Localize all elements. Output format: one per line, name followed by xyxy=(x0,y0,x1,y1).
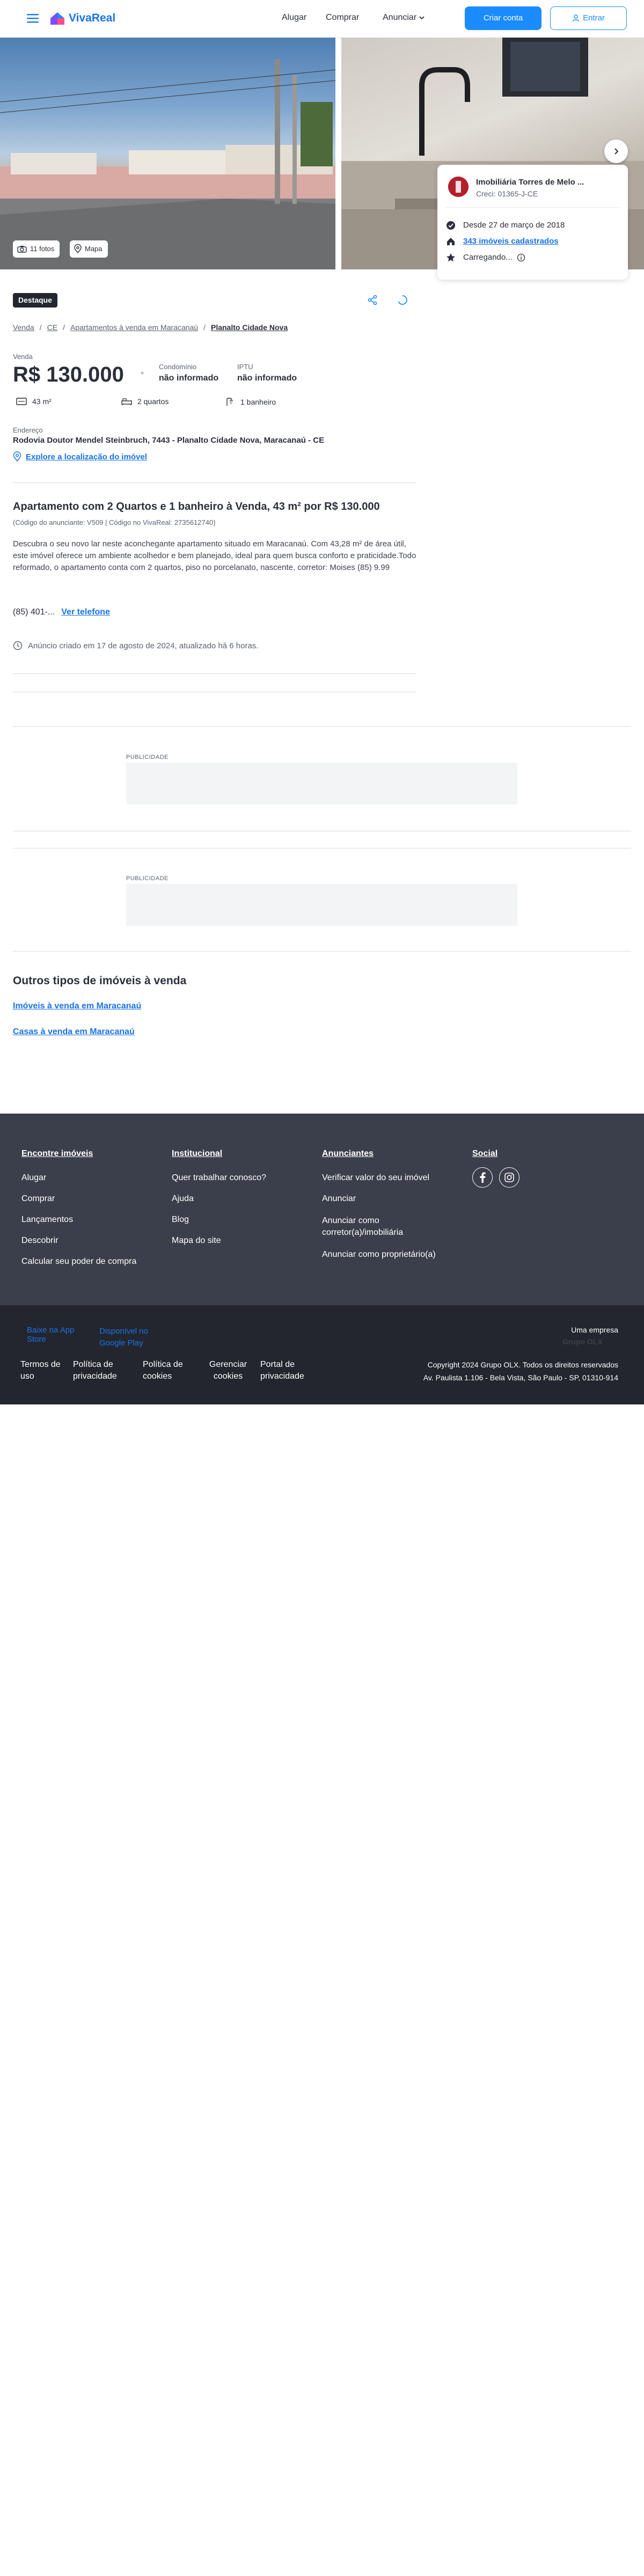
breadcrumb-separator: / xyxy=(39,323,42,332)
listing-created-row xyxy=(13,641,258,650)
app-store-link[interactable]: Baixe na App Store xyxy=(27,1326,75,1344)
company-label: Uma empresa xyxy=(571,1326,618,1334)
footer-link-verify-value[interactable]: Verificar valor do seu imóvel xyxy=(322,1173,430,1182)
next-photo-button[interactable] xyxy=(604,140,628,163)
footer-link-jobs[interactable]: Quer trabalhar conosco? xyxy=(172,1173,267,1182)
footer-link-advertise-owner[interactable]: Anunciar como proprietário(a) xyxy=(322,1250,436,1259)
ad-slot[interactable] xyxy=(126,884,517,926)
user-icon xyxy=(572,14,580,22)
footer-link-blog[interactable]: Blog xyxy=(172,1215,189,1224)
feature-area xyxy=(16,397,52,406)
card-divider xyxy=(446,207,619,208)
footer-col-find-title: Encontre imóveis xyxy=(21,1149,93,1158)
section-divider xyxy=(13,951,631,952)
loading-spinner-icon xyxy=(397,295,408,308)
bed-icon xyxy=(121,397,132,406)
explore-location-link[interactable] xyxy=(13,452,147,462)
highlight-badge: Destaque xyxy=(13,293,57,308)
address-value: Rodovia Doutor Mendel Steinbruch, 7443 - Planalto Cidade Nova, Maracanaú - CE xyxy=(13,436,325,445)
listing-title: Apartamento com 2 Quartos e 1 banheiro à Venda, 43 m² por R$ 130.000 xyxy=(13,501,380,513)
company-logo[interactable]: Grupo OLX xyxy=(562,1337,603,1346)
logo-house-icon xyxy=(49,11,65,26)
copyright-text: Copyright 2024 Grupo OLX. Todos os direitos reservados xyxy=(427,1360,618,1369)
phone-partial: (85) 401-... xyxy=(13,608,55,617)
breadcrumb-neighborhood[interactable]: Planalto Cidade Nova xyxy=(210,323,288,332)
ad-label: PUBLICIDADE xyxy=(126,754,169,760)
footer-privacy-portal-link[interactable]: Portal de privacidade xyxy=(260,1360,304,1381)
company-address: Av. Paulista 1.106 - Bela Vista, São Paulo - SP, 01310-914 xyxy=(423,1373,618,1382)
menu-icon[interactable] xyxy=(27,13,40,26)
section-divider xyxy=(13,482,416,483)
iptu-label: IPTU xyxy=(237,363,253,371)
explore-location-label: Explore a localização do imóvel xyxy=(26,452,147,462)
feature-bathrooms-value: 1 banheiro xyxy=(240,398,276,406)
info-icon[interactable] xyxy=(517,253,525,262)
footer-cookie-policy-link[interactable]: Política de cookies xyxy=(143,1360,183,1381)
footer-terms-link[interactable]: Termos de uso xyxy=(20,1360,61,1381)
show-phone-link[interactable]: Ver telefone xyxy=(61,608,110,617)
other-types-title: Outros tipos de imóveis à venda xyxy=(13,975,187,987)
advertiser-rating xyxy=(463,253,525,262)
footer-link-descobrir[interactable]: Descobrir xyxy=(21,1236,58,1245)
footer-link-calcular[interactable]: Calcular seu poder de compra xyxy=(21,1257,137,1266)
address-label: Endereço xyxy=(13,426,43,434)
share-icon[interactable] xyxy=(367,295,378,308)
street-photo-illustration xyxy=(0,38,335,269)
breadcrumb-separator: / xyxy=(63,323,65,332)
footer-link-help[interactable]: Ajuda xyxy=(172,1194,194,1203)
footer-col-social-title: Social xyxy=(472,1149,498,1158)
footer-link-advertise[interactable]: Anunciar xyxy=(322,1194,356,1203)
breadcrumb-state[interactable]: CE xyxy=(47,323,58,332)
breadcrumb-venda[interactable]: Venda xyxy=(13,323,34,332)
listing-description: Descubra o seu novo lar neste aconchegante apartamento situado em Maracanaú. Com 43,28 m² de área útil, este imóvel oferece um ambiente acolhedor e bem planejado, ideal para quem busca conforto e praticidade.Todo reformado, o apartamento conta com 2 quartos, piso no porcelanato, nascente, corretor: Moises (85) 9.99 xyxy=(13,539,416,572)
nav-comprar[interactable]: Comprar xyxy=(326,13,360,22)
advertiser-rating-text: Carregando... xyxy=(463,253,513,262)
logo-text: VivaReal xyxy=(69,12,116,24)
site-header xyxy=(0,0,644,38)
advertiser-name[interactable]: Imobiliária Torres de Melo ... xyxy=(476,178,584,187)
logo[interactable] xyxy=(49,11,115,26)
footer-link-alugar[interactable]: Alugar xyxy=(21,1173,47,1182)
feature-bedrooms xyxy=(121,397,169,406)
advertiser-listings-link[interactable]: 343 imóveis cadastrados xyxy=(463,237,559,246)
price-value: R$ 130.000 xyxy=(13,363,124,386)
login-button[interactable] xyxy=(550,6,627,30)
footer-link-comprar[interactable]: Comprar xyxy=(21,1194,55,1203)
house-icon xyxy=(446,237,456,249)
footer-bottom xyxy=(0,1305,644,1404)
iptu-value: não informado xyxy=(237,374,297,383)
instagram-icon[interactable] xyxy=(499,1167,519,1188)
condo-value: não informado xyxy=(159,374,219,383)
advertiser-avatar[interactable] xyxy=(448,177,469,197)
chevron-down-icon xyxy=(419,14,425,21)
phone-row xyxy=(13,608,110,617)
shower-icon xyxy=(225,397,235,407)
breadcrumb xyxy=(13,323,288,332)
photos-button[interactable] xyxy=(13,240,60,258)
advertiser-creci: Creci: 01365-J-CE xyxy=(476,189,538,198)
footer-manage-cookies-link[interactable]: Gerenciar cookies xyxy=(209,1360,247,1381)
login-label: Entrar xyxy=(583,13,605,23)
breadcrumb-separator: / xyxy=(203,323,206,332)
footer-link-advertise-broker[interactable]: Anunciar como corretor(a)/imobiliária xyxy=(322,1216,404,1237)
listing-created-text: Anúncio criado em 17 de agosto de 2024, atualizado há 6 horas. xyxy=(28,641,259,650)
breadcrumb-city[interactable]: Apartamentos à venda em Maracanaú xyxy=(70,323,199,332)
chevron-right-icon xyxy=(612,148,620,155)
advertiser-since: Desde 27 de março de 2018 xyxy=(463,221,565,230)
feature-area-value: 43 m² xyxy=(32,397,52,406)
area-icon xyxy=(16,397,27,406)
nav-anunciar[interactable] xyxy=(383,13,425,23)
feature-bedrooms-value: 2 quartos xyxy=(137,397,169,406)
footer-privacy-policy-link[interactable]: Política de privacidade xyxy=(73,1360,117,1381)
price-label: Venda xyxy=(13,353,33,361)
other-type-link-casas[interactable]: Casas à venda em Maracanaú xyxy=(13,1027,135,1036)
footer-link-lancamentos[interactable]: Lançamentos xyxy=(21,1215,74,1224)
other-type-link-imoveis[interactable]: Imóveis à venda em Maracanaú xyxy=(13,1001,142,1011)
listing-codes: (Código do anunciante: V509 | Código no VivaReal: 2735612740) xyxy=(13,518,216,526)
nav-anunciar-label: Anunciar xyxy=(383,13,417,22)
photo-main[interactable] xyxy=(0,38,335,269)
map-pin-icon xyxy=(74,245,82,253)
create-account-button[interactable]: Criar conta xyxy=(465,6,541,30)
ad-label: PUBLICIDADE xyxy=(126,875,169,882)
nav-alugar[interactable]: Alugar xyxy=(282,13,307,22)
clock-icon xyxy=(13,641,23,650)
condo-label: Condomínio xyxy=(159,363,197,371)
footer-col-institutional-title: Institucional xyxy=(172,1149,223,1158)
star-icon xyxy=(446,253,456,265)
footer-col-advertisers-title: Anunciantes xyxy=(322,1149,374,1158)
map-button-label: Mapa xyxy=(85,245,103,253)
verified-icon xyxy=(446,221,456,233)
price-dot xyxy=(141,371,144,375)
photos-button-label: 11 fotos xyxy=(30,245,55,253)
feature-bathrooms xyxy=(225,397,276,407)
google-play-link[interactable]: Disponível no Google Play xyxy=(99,1327,148,1348)
advertiser-card xyxy=(437,165,628,280)
camera-icon xyxy=(17,245,27,253)
footer-top xyxy=(0,1114,644,1305)
advertiser-logo-icon xyxy=(448,177,469,197)
section-divider xyxy=(13,726,631,727)
ad-slot[interactable] xyxy=(126,763,517,804)
footer-link-sitemap[interactable]: Mapa do site xyxy=(172,1236,221,1245)
facebook-icon[interactable] xyxy=(472,1167,493,1188)
map-button[interactable] xyxy=(70,240,108,258)
location-pin-icon xyxy=(13,452,21,462)
